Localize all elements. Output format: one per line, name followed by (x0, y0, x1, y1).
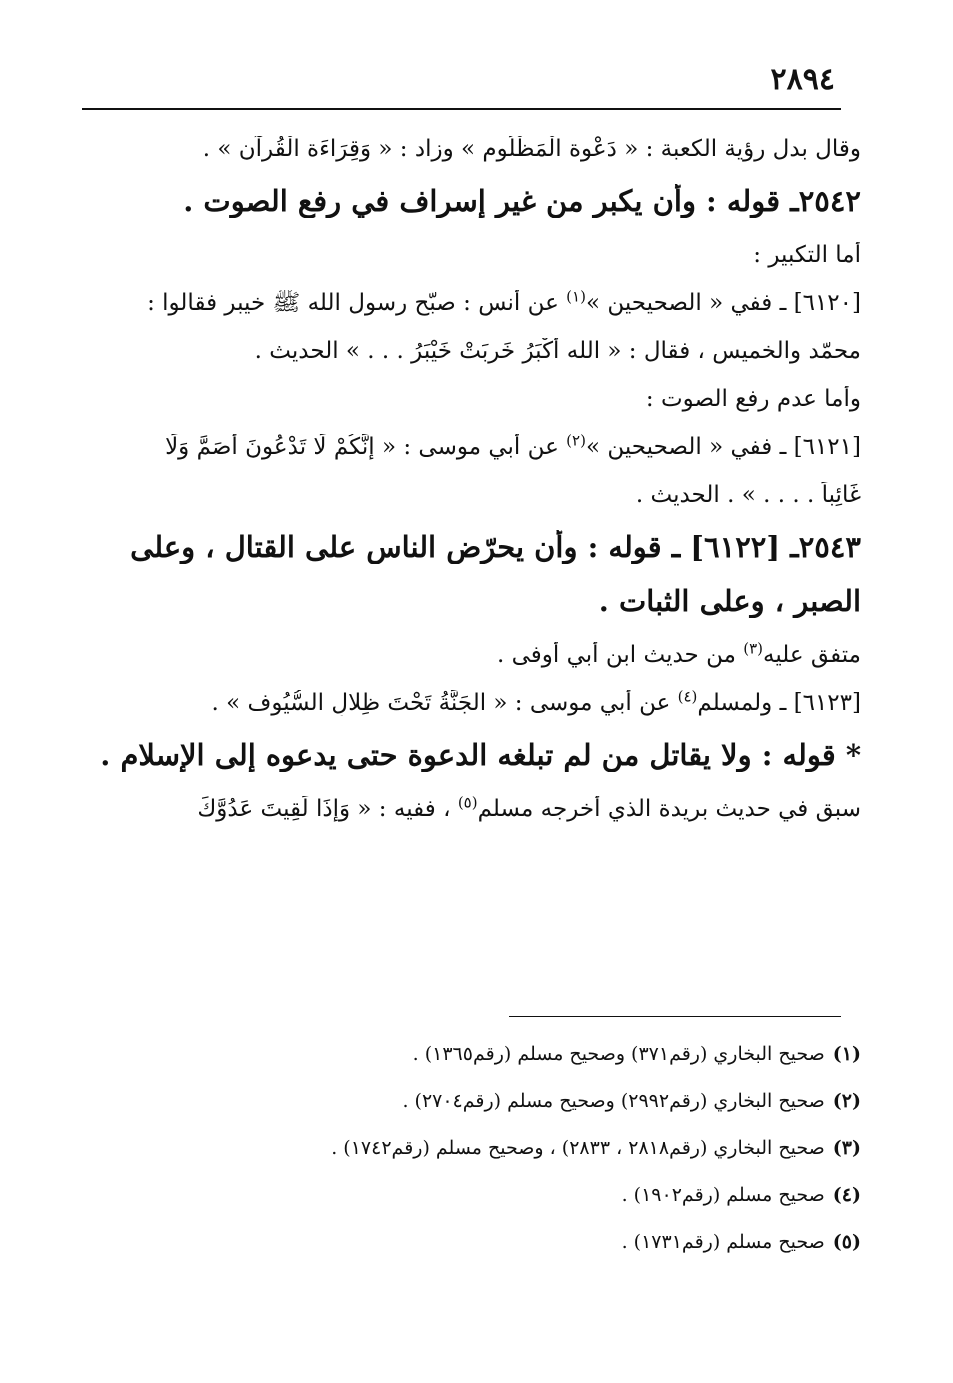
section-heading-2543: ٢٥٤٣ـ [٦١٢٢] ـ قوله : وأن يحرّض الناس على القتال ، وعلى (130, 530, 861, 564)
footnotes (81, 1042, 861, 1277)
footnote-ref[interactable]: (١) (566, 290, 586, 306)
footnote-2: (٢)صحيح البخاري (رقم٢٩٩٢) وصحيح مسلم (رقم٢٧٠٤) . (402, 1090, 861, 1112)
text-line: غَائِباً . . . . » . الحديث . (635, 482, 861, 508)
footnote-ref[interactable]: (٤) (677, 690, 698, 706)
text-line: سبق في حديث بريدة الذي أخرجه مسلم$^{(٥)}$ ، ففيه : « وَإِذَا لَقِيتَ عَدُوَّكَ (81, 796, 861, 822)
hadith-6120: [٦١٢٠] ـ ففي « الصحيحين »$^{(١)}$ عن أنس : صبّح رسول الله ﷺ خيبر فقالوا : (81, 290, 861, 316)
text-line: أما التكبير : (753, 242, 861, 268)
footnote-number: (٢) (832, 1090, 861, 1112)
footnote-number: (٥) (832, 1231, 861, 1253)
footnote-ref[interactable]: (٣) (743, 642, 763, 658)
hadith-6123: [٦١٢٣] ـ ولمسلم$^{(٤)}$ عن أبي موسى : « الجَنَّةُ تَحْتَ ظِلالِ السُّيُوف » . (81, 690, 861, 716)
footnote-3: (٣)صحيح البخاري (رقم٢٨١٨ ، ٢٨٣٣) ، وصحيح مسلم (رقم١٧٤٢) . (331, 1137, 861, 1159)
section-heading-2542: ٢٥٤٢ـ قوله : وأن يكبر من غير إسراف في رفع الصوت . (183, 184, 861, 218)
footnote-ref[interactable]: (٥) (457, 796, 478, 812)
footnote-rule (509, 1016, 841, 1017)
footnote-4: (٤)صحيح مسلم (رقم١٩٠٢) . (621, 1184, 861, 1206)
footnote-number: (٤) (832, 1184, 861, 1206)
footnote-1: (١)صحيح البخاري (رقم٣٧١) وصحيح مسلم (رقم١٣٦٥) . (412, 1043, 861, 1065)
header-rule (82, 108, 841, 110)
hadith-6121: [٦١٢١] ـ ففي « الصحيحين »$^{(٢)}$ عن أبي موسى : « إِنَّكُمْ لَا تَدْعُونَ أَصَمَّ وَلَا (81, 434, 861, 460)
section-heading-star: * قوله : ولا يقاتل من لم تبلغه الدعوة حتى يدعوه إلى الإسلام . (100, 738, 861, 772)
text-line: وقال بدل رؤية الكعبة : « دَعْوة الْمَظْلُوم » وزاد : « وَقِرَاءَة الْقُرآن » . (202, 136, 861, 162)
page-number: ٢٨٩٤ (770, 62, 835, 97)
footnote-5: (٥)صحيح مسلم (رقم١٧٣١) . (621, 1231, 861, 1253)
text-line: وأما عدم رفع الصوت : (645, 386, 861, 412)
footnote-number: (١) (832, 1043, 861, 1065)
section-heading-2543-cont: الصبر ، وعلى الثبات . (598, 584, 861, 618)
text-line: متفق عليه$^{(٣)}$ من حديث ابن أبي أوفى . (81, 642, 861, 668)
text-line: محمّد والخميس ، فقال : « الله أَكْبَرُ خَرِبَتْ خَيْبَرُ . . . » الحديث . (254, 338, 861, 364)
footnote-ref[interactable]: (٢) (566, 434, 586, 450)
main-text (81, 136, 861, 844)
footnote-number: (٣) (832, 1137, 861, 1159)
